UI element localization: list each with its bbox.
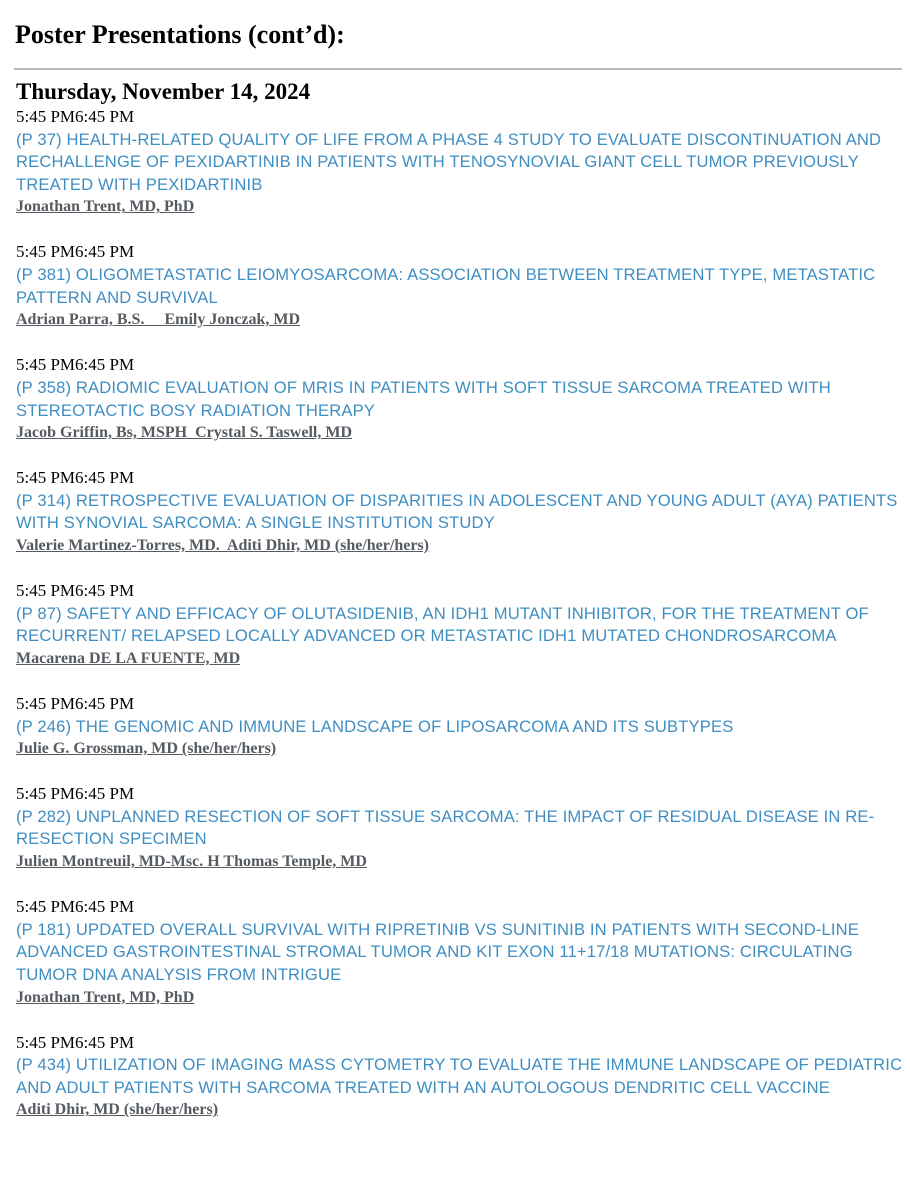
abstract-title-link[interactable]: (P 314) RETROSPECTIVE EVALUATION OF DISPARITIES IN ADOLESCENT AND YOUNG ADULT (AYA) PATIENTS WITH SYNOVIAL SARCOMA: A SINGLE INSTITUTION STUDY <box>16 490 898 533</box>
session-time: 5:45 PM6:45 PM <box>16 581 135 601</box>
abstract-title-link[interactable]: (P 434) UTILIZATION OF IMAGING MASS CYTOMETRY TO EVALUATE THE IMMUNE LANDSCAPE OF PEDIATRIC AND ADULT PATIENTS WITH SARCOMA TREATED WITH AN AUTOLOGOUS DENDRITIC CELL VACCINE <box>16 1055 903 1097</box>
session-authors <box>16 987 906 1010</box>
session-entry <box>16 106 906 219</box>
session-time: 5:45 PM6:45 PM <box>16 1032 135 1052</box>
abstract-title-link[interactable]: (P 181) UPDATED OVERALL SURVIVAL WITH RIPRETINIB VS SUNITINIB IN PATIENTS WITH SECOND-LINE ADVANCED GASTROINTESTINAL STROMAL TUMOR AND KIT EXON 11+17/18 MUTATIONS: CIRCULATING TUMOR DNA ANALYSIS FROM INTRIGUE <box>16 919 860 984</box>
author-link[interactable]: Julie G. Grossman, MD (she/her/hers) <box>16 740 277 758</box>
session-time: 5:45 PM6:45 PM <box>16 693 135 713</box>
abstract-title-link[interactable]: (P 37) HEALTH-RELATED QUALITY OF LIFE FROM A PHASE 4 STUDY TO EVALUATE DISCONTINUATION AND RECHALLENGE OF PEXIDARTINIB IN PATIENTS WITH TENOSYNOVIAL GIANT CELL TUMOR PREVIOUSLY TREATED WITH PEXIDARTINIB <box>16 129 882 194</box>
page-title: Poster Presentations (cont’d): <box>15 20 345 49</box>
author-link[interactable]: Jonathan Trent, MD, PhD <box>16 988 195 1006</box>
session-time: 5:45 PM6:45 PM <box>16 242 135 262</box>
session-entry <box>16 1032 906 1122</box>
session-entry <box>16 354 906 444</box>
session-list <box>16 106 906 1144</box>
session-authors <box>16 422 906 445</box>
abstract-title-link[interactable]: (P 358) RADIOMIC EVALUATION OF MRIS IN PATIENTS WITH SOFT TISSUE SARCOMA TREATED WITH STEREOTACTIC BOSY RADIATION THERAPY <box>16 377 831 420</box>
session-authors <box>16 535 906 558</box>
author-link[interactable]: Adrian Parra, B.S. Emily Jonczak, MD <box>16 311 300 329</box>
author-link[interactable]: Valerie Martinez-Torres, MD. Aditi Dhir, MD (she/her/hers) <box>16 537 429 554</box>
author-link[interactable]: Jacob Griffin, Bs, MSPH Crystal S. Taswell, MD <box>16 424 353 442</box>
date-heading: Thursday, November 14, 2024 <box>16 79 311 104</box>
session-authors <box>16 196 906 219</box>
session-entry <box>16 580 906 670</box>
session-authors <box>16 851 906 874</box>
session-time: 5:45 PM6:45 PM <box>16 107 135 126</box>
author-link[interactable]: Macarena DE LA FUENTE, MD <box>16 649 241 667</box>
session-time: 5:45 PM6:45 PM <box>16 468 135 488</box>
abstract-title-link[interactable]: (P 87) SAFETY AND EFFICACY OF OLUTASIDENIB, AN IDH1 MUTANT INHIBITOR, FOR THE TREATMENT OF RECURRENT/ RELAPSED LOCALLY ADVANCED OR METASTATIC IDH1 MUTATED CHONDROSARCOMA <box>16 603 869 646</box>
session-time: 5:45 PM6:45 PM <box>16 784 135 804</box>
session-entry <box>16 783 906 873</box>
session-authors <box>16 738 906 761</box>
session-time: 5:45 PM6:45 PM <box>16 897 135 917</box>
abstract-title-link[interactable]: (P 246) THE GENOMIC AND IMMUNE LANDSCAPE OF LIPOSARCOMA AND ITS SUBTYPES <box>16 716 734 736</box>
session-entry <box>16 467 906 557</box>
author-link[interactable]: Jonathan Trent, MD, PhD <box>16 198 195 216</box>
session-authors <box>16 648 906 671</box>
author-link[interactable]: Aditi Dhir, MD (she/her/hers) <box>16 1101 219 1119</box>
session-time: 5:45 PM6:45 PM <box>16 355 135 375</box>
session-authors <box>16 1099 906 1122</box>
title-divider <box>14 68 902 70</box>
session-entry <box>16 241 906 331</box>
session-authors <box>16 309 906 332</box>
session-entry <box>16 693 906 761</box>
session-entry <box>16 896 906 1009</box>
abstract-title-link[interactable]: (P 282) UNPLANNED RESECTION OF SOFT TISSUE SARCOMA: THE IMPACT OF RESIDUAL DISEASE IN RE-RESECTION SPECIMEN <box>16 806 875 849</box>
abstract-title-link[interactable]: (P 381) OLIGOMETASTATIC LEIOMYOSARCOMA: ASSOCIATION BETWEEN TREATMENT TYPE, METASTATIC PATTERN AND SURVIVAL <box>16 265 876 307</box>
author-link[interactable]: Julien Montreuil, MD-Msc. H Thomas Temple, MD <box>16 853 367 871</box>
